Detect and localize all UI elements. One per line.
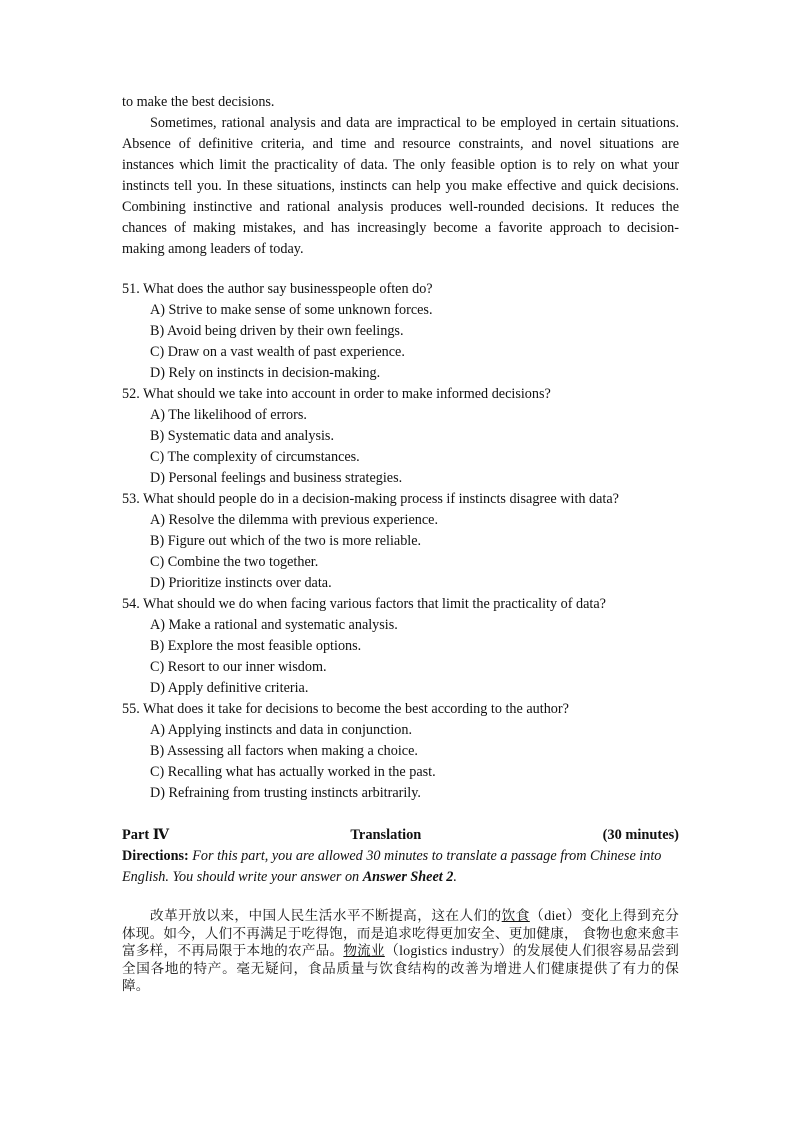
- option-c: C) Draw on a vast wealth of past experience.: [150, 344, 405, 360]
- option-c: C) The complexity of circumstances.: [150, 449, 360, 465]
- chinese-text: 改革开放以来，中国人民生活水平不断提高，这在人们的: [150, 908, 502, 924]
- term-diet-gloss: （diet）: [529, 909, 581, 924]
- option-d: D) Personal feelings and business strategies.: [150, 470, 403, 486]
- question-52: [122, 384, 679, 489]
- option-a: A) Strive to make sense of some unknown forces.: [150, 302, 433, 318]
- option-a: A) Make a rational and systematic analysis.: [150, 617, 398, 633]
- question-54: [122, 594, 679, 699]
- section-title: Translation: [350, 827, 422, 843]
- option-b: B) Assessing all factors when making a choice.: [150, 743, 418, 759]
- directions-period: .: [453, 869, 457, 885]
- option-d: D) Apply definitive criteria.: [150, 680, 309, 696]
- question-55: [122, 699, 679, 804]
- question-51: [122, 279, 679, 384]
- option-c: C) Resort to our inner wisdom.: [150, 659, 327, 675]
- chinese-passage: [122, 908, 679, 996]
- option-a: A) The likelihood of errors.: [150, 407, 307, 423]
- passage-paragraph: Sometimes, rational analysis and data are impractical to be employed in certain situations. Absence of definitive criteria, and time and resource constraints, and novel situations are instances which limit the practicality of data. The only feasible option is to rely on what your instincts tell you. In these situations, instincts can help you make effective and quick decisions. Combining instinctive and rational analysis produces well-rounded decisions. It reduces the chances of making mistakes, and has increasingly become a favorite approach to decision- making among leaders of today.: [122, 115, 679, 257]
- option-c: C) Combine the two together.: [150, 554, 319, 570]
- term-logistics-gloss: （logistics industry）: [384, 944, 514, 959]
- question-list: [122, 279, 679, 804]
- option-d: D) Prioritize instincts over data.: [150, 575, 332, 591]
- directions-text: For this part, you are allowed 30 minutes to translate a passage from Chinese into English. You should write your answer on: [122, 848, 662, 885]
- term-diet: 饮食: [501, 908, 530, 924]
- option-b: B) Avoid being driven by their own feelings.: [150, 323, 404, 339]
- question-53: [122, 489, 679, 594]
- option-a: A) Applying instincts and data in conjunction.: [150, 722, 413, 738]
- option-d: D) Refraining from trusting instincts arbitrarily.: [150, 785, 421, 801]
- question-stem: 53. What should people do in a decision-making process if instincts disagree with data?: [122, 491, 619, 507]
- part-label: Part Ⅳ: [122, 827, 170, 843]
- answer-sheet-label: Answer Sheet 2: [362, 869, 454, 885]
- chinese-text: 变化上得到充分体现。如今，人们不再满足于吃得饱，而是追求吃得更加安全、更加健康， 食物也愈来愈丰富多样，不再局限于本地的农产品。: [122, 908, 680, 959]
- option-d: D) Rely on instincts in decision-making.: [150, 365, 381, 381]
- question-stem: 54. What should we do when facing various factors that limit the practicality of data?: [122, 596, 606, 612]
- question-stem: 52. What should we take into account in order to make informed decisions?: [122, 386, 551, 402]
- page-content: [122, 92, 679, 1009]
- section-time: (30 minutes): [602, 827, 679, 843]
- chinese-text: 的发展使人们很容易品尝到全国各地的特产。毫无疑问，食品质量与饮食结构的改善为增进人们健康提供了有力的保障。: [122, 943, 679, 994]
- option-b: B) Systematic data and analysis.: [150, 428, 335, 444]
- passage-line: to make the best decisions.: [122, 94, 275, 110]
- part-heading: [122, 825, 679, 846]
- option-a: A) Resolve the dilemma with previous experience.: [150, 512, 438, 528]
- option-b: B) Figure out which of the two is more reliable.: [150, 533, 422, 549]
- directions: [122, 846, 679, 888]
- option-b: B) Explore the most feasible options.: [150, 638, 362, 654]
- question-stem: 51. What does the author say businesspeople often do?: [122, 281, 433, 297]
- question-stem: 55. What does it take for decisions to become the best according to the author?: [122, 701, 569, 717]
- option-c: C) Recalling what has actually worked in the past.: [150, 764, 436, 780]
- directions-label: Directions:: [122, 848, 189, 864]
- term-logistics: 物流业: [343, 943, 385, 959]
